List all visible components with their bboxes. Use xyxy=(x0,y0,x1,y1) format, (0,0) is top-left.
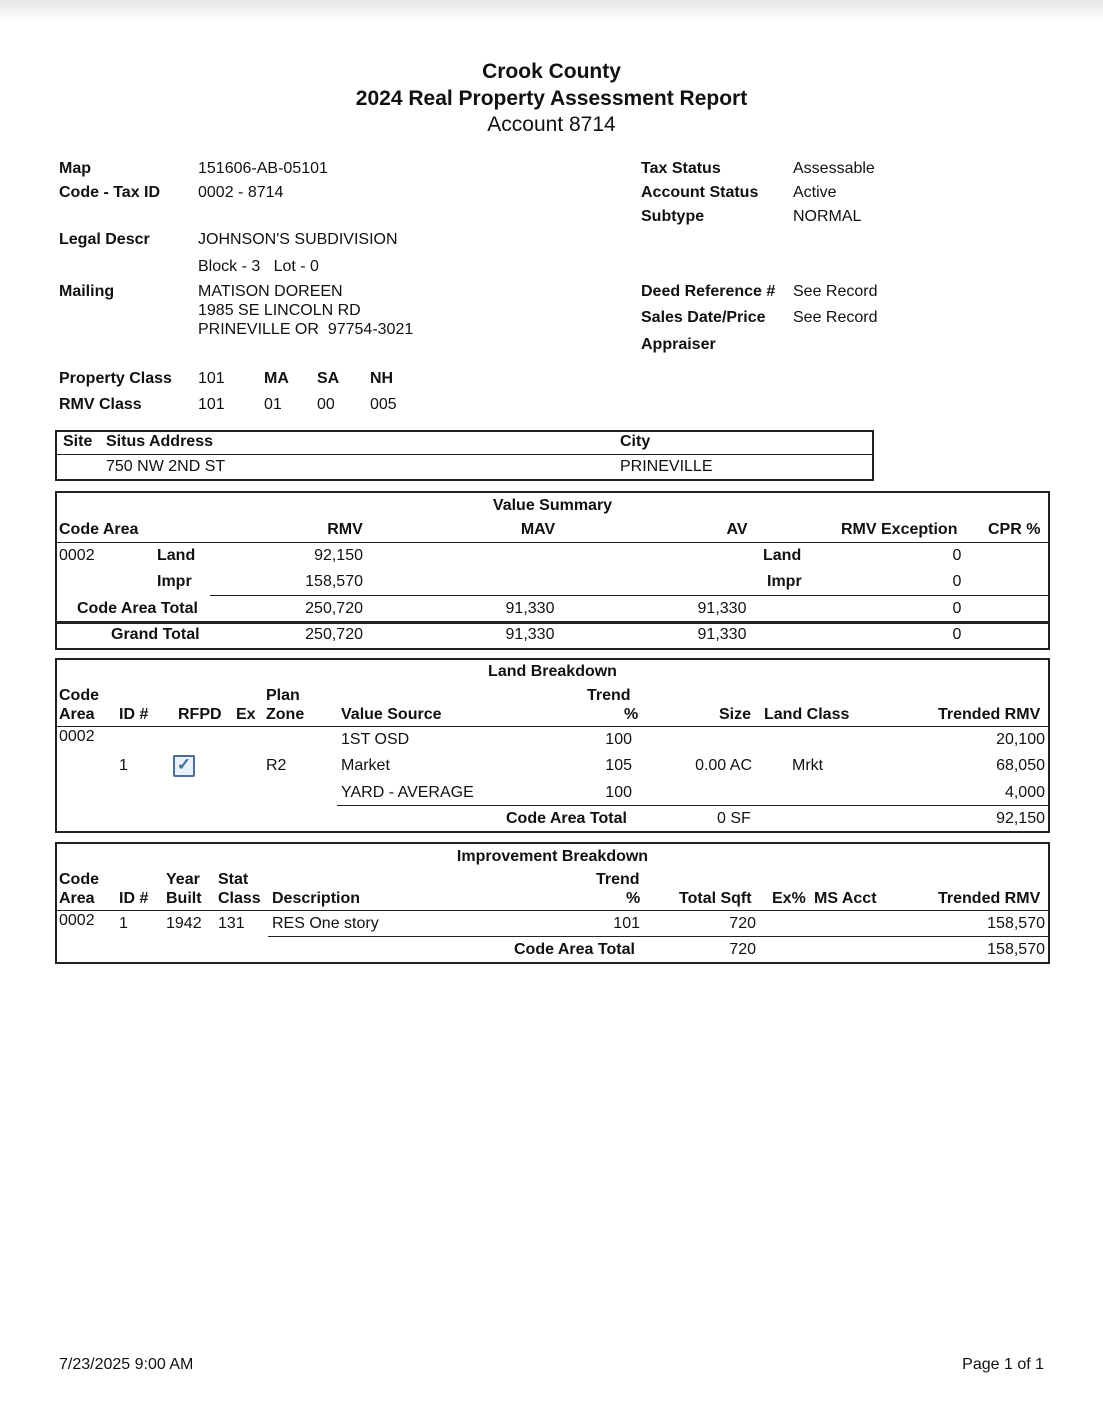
vs-impr-exception: 0 xyxy=(952,573,962,590)
lb-row2-trend: 105 xyxy=(605,757,632,774)
vs-code-area-total-av: 91,330 xyxy=(697,600,747,617)
vs-impr-rmv: 158,570 xyxy=(305,573,363,590)
lb-row2-zone: R2 xyxy=(266,757,287,774)
lb-header-size: Size xyxy=(719,706,752,723)
ib-total-trended-rmv: 158,570 xyxy=(987,941,1045,958)
lb-header-area: Area xyxy=(59,706,95,723)
appraiser-label: Appraiser xyxy=(641,336,716,353)
vs-grand-total-rule xyxy=(57,621,1048,624)
lb-row2-trended-rmv: 68,050 xyxy=(996,757,1045,774)
ib-header-rule xyxy=(57,910,1048,911)
mailing-name: MATISON DOREEN xyxy=(198,283,343,300)
vs-grand-total-rmv: 250,720 xyxy=(305,626,363,643)
code-tax-id-value: 0002 - 8714 xyxy=(198,184,284,201)
lb-header-id: ID # xyxy=(119,706,149,723)
lb-row2-source: Market xyxy=(341,757,390,774)
situs-city: PRINEVILLE xyxy=(620,458,713,475)
vs-header-rmv-exception: RMV Exception xyxy=(841,521,958,538)
ib-header-year: Year xyxy=(166,871,200,888)
account-status-value: Active xyxy=(793,184,837,201)
lb-total-trended-rmv: 92,150 xyxy=(996,810,1045,827)
county-title: Crook County xyxy=(482,60,621,83)
vs-header-av: AV xyxy=(726,521,748,538)
ib-header-built: Built xyxy=(166,890,202,907)
map-value: 151606-AB-05101 xyxy=(198,160,328,177)
rfpd-checkbox[interactable] xyxy=(173,755,195,777)
ib-row-stat-class: 131 xyxy=(218,915,245,932)
top-shadow xyxy=(0,0,1103,22)
lb-row3-trended-rmv: 4,000 xyxy=(1004,784,1045,801)
ib-code-area-total-label: Code Area Total xyxy=(514,941,635,958)
lb-row3-source: YARD - AVERAGE xyxy=(341,784,474,801)
lb-row3-trend: 100 xyxy=(605,784,632,801)
lb-total-rule xyxy=(337,805,1048,806)
ib-header-stat: Stat xyxy=(218,871,249,888)
ib-header-code: Code xyxy=(59,871,99,888)
tax-status-value: Assessable xyxy=(793,160,875,177)
subtype-label: Subtype xyxy=(641,208,705,225)
vs-grand-total-mav: 91,330 xyxy=(505,626,555,643)
ib-code-area: 0002 xyxy=(59,912,95,929)
vs-header-rmv: RMV xyxy=(327,521,363,538)
sales-date-price-value: See Record xyxy=(793,309,878,326)
ib-row-trend: 101 xyxy=(613,915,640,932)
ib-header-ex-pct: Ex% xyxy=(772,890,806,907)
site-label: Site xyxy=(63,433,93,450)
checkmark-icon: ✓ xyxy=(176,755,192,774)
footer-timestamp: 7/23/2025 9:00 AM xyxy=(59,1356,194,1373)
vs-code-area: 0002 xyxy=(59,547,95,564)
rmv-class-value: 101 xyxy=(198,396,225,413)
lb-header-plan: Plan xyxy=(266,687,300,704)
mailing-street: 1985 SE LINCOLN RD xyxy=(198,302,361,319)
property-class-value: 101 xyxy=(198,370,225,387)
vs-impr-exception-label: Impr xyxy=(767,573,802,590)
ib-row-year-built: 1942 xyxy=(166,915,202,932)
lb-header-rfpd: RFPD xyxy=(178,706,222,723)
vs-code-area-total-rmv: 250,720 xyxy=(305,600,363,617)
situs-divider xyxy=(55,454,874,455)
ib-header-description: Description xyxy=(272,890,361,907)
lb-header-code: Code xyxy=(59,687,99,704)
land-breakdown-title: Land Breakdown xyxy=(488,663,617,680)
vs-impr-label: Impr xyxy=(157,573,192,590)
lb-row1-trended-rmv: 20,100 xyxy=(996,731,1045,748)
vs-land-exception: 0 xyxy=(952,547,962,564)
ib-header-trend: Trend xyxy=(596,871,640,888)
city-label: City xyxy=(620,433,651,450)
lb-header-trend-pct: % xyxy=(624,706,639,723)
value-summary-title: Value Summary xyxy=(492,497,613,514)
lb-row1-trend: 100 xyxy=(605,731,632,748)
lb-header-zone: Zone xyxy=(266,706,305,723)
account-number: Account 8714 xyxy=(487,113,616,136)
lb-header-ex: Ex xyxy=(236,706,256,723)
map-label: Map xyxy=(59,160,91,177)
vs-code-area-total-exception: 0 xyxy=(952,600,962,617)
situs-address-label: Situs Address xyxy=(106,433,213,450)
lb-row2-id: 1 xyxy=(119,757,128,774)
vs-land-label: Land xyxy=(157,547,196,564)
lb-row2-land-class: Mrkt xyxy=(792,757,824,774)
lb-header-trended-rmv: Trended RMV xyxy=(938,706,1041,723)
ib-header-trend-pct: % xyxy=(626,890,641,907)
legal-descr-label: Legal Descr xyxy=(59,231,150,248)
lb-code-area-total-label: Code Area Total xyxy=(506,810,627,827)
vs-header-rule xyxy=(57,542,1048,543)
nh-label: NH xyxy=(370,370,394,387)
vs-grand-total-av: 91,330 xyxy=(697,626,747,643)
vs-land-exception-label: Land xyxy=(763,547,802,564)
improvement-breakdown-title: Improvement Breakdown xyxy=(456,848,649,865)
vs-header-mav: MAV xyxy=(520,521,556,538)
lb-header-trend: Trend xyxy=(587,687,631,704)
vs-code-area-total-mav: 91,330 xyxy=(505,600,555,617)
vs-header-code-area: Code Area xyxy=(59,521,139,538)
legal-descr-value: JOHNSON'S SUBDIVISION xyxy=(198,231,398,248)
lb-total-size: 0 SF xyxy=(717,810,751,827)
ib-row-trended-rmv: 158,570 xyxy=(987,915,1045,932)
sa-value: 00 xyxy=(317,396,335,413)
report-title: 2024 Real Property Assessment Report xyxy=(355,87,748,110)
ib-header-area: Area xyxy=(59,890,95,907)
lb-row1-source: 1ST OSD xyxy=(341,731,410,748)
ib-header-class: Class xyxy=(218,890,261,907)
lb-header-land-class: Land Class xyxy=(764,706,850,723)
nh-value: 005 xyxy=(370,396,397,413)
mailing-label: Mailing xyxy=(59,283,115,300)
deed-reference-value: See Record xyxy=(793,283,878,300)
lb-header-rule xyxy=(57,726,1048,727)
mailing-city: PRINEVILLE OR 97754-3021 xyxy=(198,321,414,338)
ma-label: MA xyxy=(264,370,289,387)
vs-grand-total-label: Grand Total xyxy=(111,626,200,643)
land-breakdown-box xyxy=(55,658,1050,833)
vs-grand-total-exception: 0 xyxy=(952,626,962,643)
situs-address: 750 NW 2ND ST xyxy=(106,458,226,475)
lb-header-value-source: Value Source xyxy=(341,706,442,723)
lb-row2-size: 0.00 AC xyxy=(695,757,752,774)
deed-reference-label: Deed Reference # xyxy=(641,283,776,300)
ib-total-sqft: 720 xyxy=(729,941,756,958)
footer-page-number: Page 1 of 1 xyxy=(962,1356,1044,1373)
sales-date-price-label: Sales Date/Price xyxy=(641,309,766,326)
vs-code-area-total-label: Code Area Total xyxy=(77,600,198,617)
subtype-value: NORMAL xyxy=(793,208,862,225)
rmv-class-label: RMV Class xyxy=(59,396,142,413)
ma-value: 01 xyxy=(264,396,282,413)
vs-header-cpr: CPR % xyxy=(988,521,1041,538)
ib-header-ms-acct: MS Acct xyxy=(814,890,877,907)
block-lot: Block - 3 Lot - 0 xyxy=(198,258,319,275)
ib-row-description: RES One story xyxy=(272,915,379,932)
vs-land-rmv: 92,150 xyxy=(314,547,363,564)
sa-label: SA xyxy=(317,370,340,387)
ib-header-id: ID # xyxy=(119,890,149,907)
ib-row-total-sqft: 720 xyxy=(729,915,756,932)
lb-code-area: 0002 xyxy=(59,728,95,745)
code-tax-id-label: Code - Tax ID xyxy=(59,184,161,201)
account-status-label: Account Status xyxy=(641,184,759,201)
vs-subtotal-rule xyxy=(210,595,1048,596)
ib-row-id: 1 xyxy=(119,915,128,932)
ib-header-trended-rmv: Trended RMV xyxy=(938,890,1041,907)
tax-status-label: Tax Status xyxy=(641,160,721,177)
property-class-label: Property Class xyxy=(59,370,172,387)
ib-total-rule xyxy=(268,936,1048,937)
ib-header-total-sqft: Total Sqft xyxy=(679,890,752,907)
